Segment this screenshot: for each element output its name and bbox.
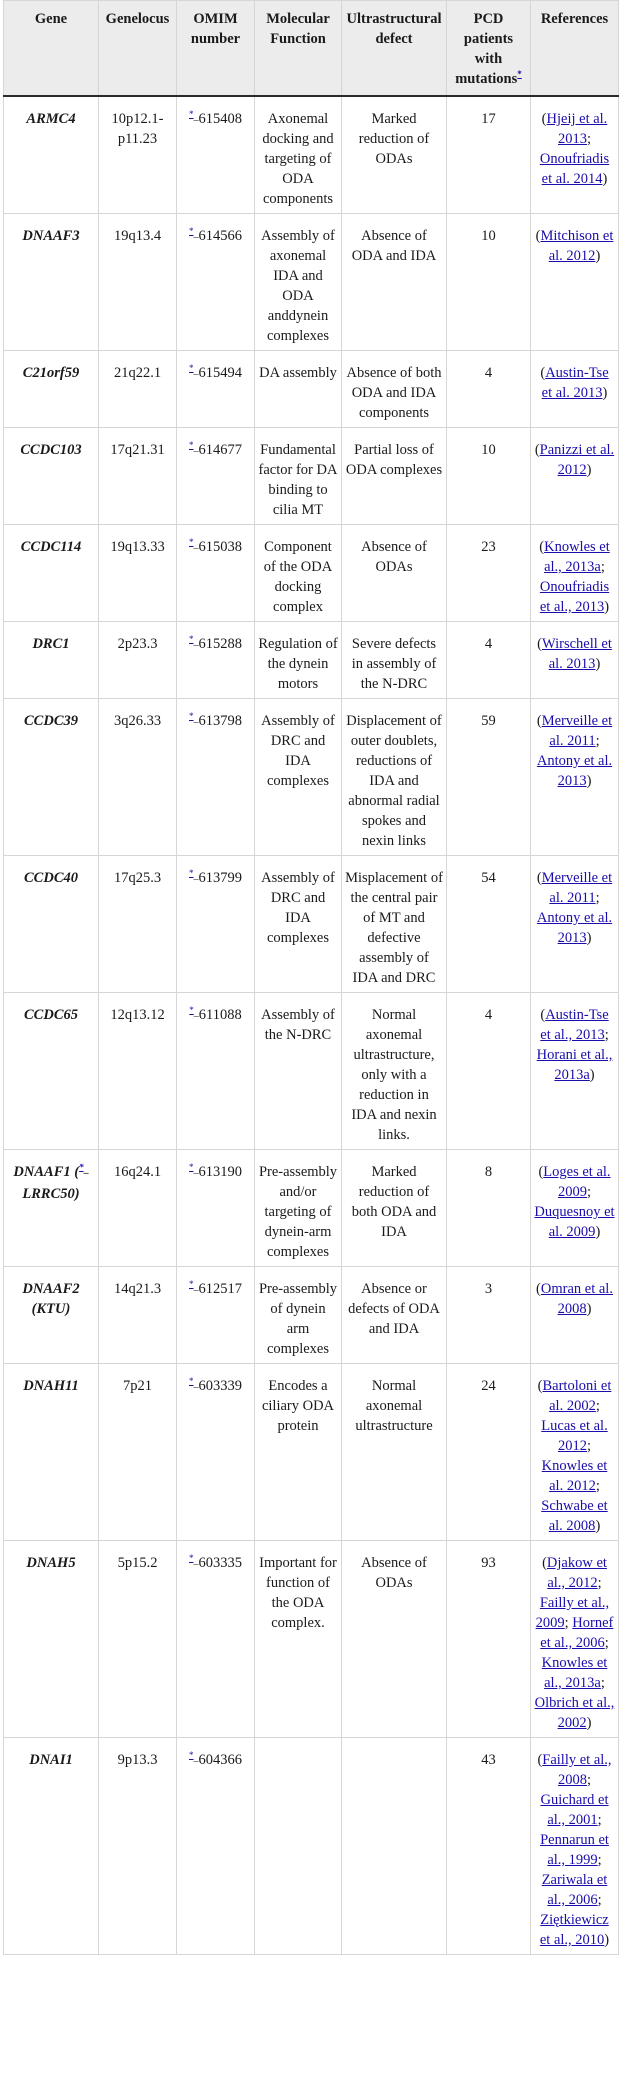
reference-link[interactable]: Knowles et al. 2012 xyxy=(541,1458,608,1494)
gene-alias: LRRC50 xyxy=(22,1186,75,1202)
omim-mark-link[interactable]: * xyxy=(189,537,194,548)
defect-cell: Severe defects in assembly of the N-DRC xyxy=(342,622,447,699)
gene-cell xyxy=(4,351,99,428)
references-cell: (Mitchison et al. 2012) xyxy=(531,214,619,351)
gene-symbol: DNAAF3 xyxy=(22,228,80,244)
gene-symbol: ARMC4 xyxy=(26,111,76,127)
gene-cell xyxy=(4,1738,99,1955)
omim-number: 615288 xyxy=(198,636,242,652)
defect-cell: Absence of ODAs xyxy=(342,1541,447,1738)
defect-cell: Marked reduction of ODAs xyxy=(342,96,447,214)
genelocus-cell: 21q22.1 xyxy=(99,351,177,428)
genelocus-cell: 12q13.12 xyxy=(99,993,177,1150)
patients-cell: 4 xyxy=(447,993,531,1150)
gene-symbol: C21orf59 xyxy=(22,365,80,381)
omim-mark-link[interactable]: * xyxy=(189,363,194,374)
references-cell: (Loges et al. 2009; Duquesnoy et al. 2009) xyxy=(531,1150,619,1267)
defect-cell: Normal axonemal ultrastructure, only with a reduction in IDA and nexin links. xyxy=(342,993,447,1150)
gene-symbol: DRC1 xyxy=(32,636,70,652)
function-cell: Pre-assembly and/or targeting of dynein-arm complexes xyxy=(255,1150,342,1267)
defect-cell: Absence of ODA and IDA xyxy=(342,214,447,351)
function-cell: Assembly of axonemal IDA and ODA anddynein complexes xyxy=(255,214,342,351)
table-row xyxy=(4,622,619,699)
genelocus-cell: 5p15.2 xyxy=(99,1541,177,1738)
function-cell: Axonemal docking and targeting of ODA components xyxy=(255,96,342,214)
gene-cell xyxy=(4,428,99,525)
omim-number: 613190 xyxy=(198,1164,242,1180)
reference-link[interactable]: Loges et al. 2009 xyxy=(543,1164,611,1200)
omim-cell xyxy=(177,1364,255,1541)
references-cell: (Austin-Tse et al., 2013; Horani et al., 2013a) xyxy=(531,993,619,1150)
genelocus-cell: 3q26.33 xyxy=(99,699,177,856)
genelocus-cell: 19q13.4 xyxy=(99,214,177,351)
omim-number: 612517 xyxy=(198,1281,242,1297)
function-cell: Fundamental factor for DA binding to cilia MT xyxy=(255,428,342,525)
gene-cell xyxy=(4,622,99,699)
defect-cell: Absence of both ODA and IDA components xyxy=(342,351,447,428)
patients-cell: 59 xyxy=(447,699,531,856)
omim-number: 604366 xyxy=(198,1752,242,1768)
reference-link[interactable]: Merveille et al. 2011 xyxy=(541,870,613,906)
omim-dash: – xyxy=(193,232,199,243)
reference-link[interactable]: Lucas et al. 2012 xyxy=(541,1418,608,1454)
genelocus-cell: 17q21.31 xyxy=(99,428,177,525)
gene-cell: DNAAF1 (*–LRRC50) xyxy=(4,1150,99,1267)
defect-cell xyxy=(342,1738,447,1955)
gene-symbol: CCDC39 xyxy=(24,713,78,729)
gene-cell: DNAAF2 (KTU) xyxy=(4,1267,99,1364)
omim-mark-link[interactable]: * xyxy=(189,634,194,645)
gene-cell xyxy=(4,1364,99,1541)
omim-number: 615408 xyxy=(198,111,242,127)
omim-dash: – xyxy=(193,1382,199,1393)
omim-dash: – xyxy=(193,874,199,885)
reference-link[interactable]: Pennarun et al., 1999 xyxy=(540,1832,609,1868)
omim-mark-link[interactable]: * xyxy=(189,440,194,451)
genelocus-cell: 2p23.3 xyxy=(99,622,177,699)
reference-link[interactable]: Olbrich et al., 2002 xyxy=(534,1695,615,1731)
gene-cell xyxy=(4,1541,99,1738)
patients-cell: 10 xyxy=(447,214,531,351)
patients-cell: 93 xyxy=(447,1541,531,1738)
table-row xyxy=(4,1150,619,1267)
table-row xyxy=(4,699,619,856)
defect-cell: Absence or defects of ODA and IDA xyxy=(342,1267,447,1364)
omim-number: 603339 xyxy=(198,1378,242,1394)
patients-cell: 3 xyxy=(447,1267,531,1364)
table-header xyxy=(4,1,619,97)
references-cell: (Merveille et al. 2011; Antony et al. 2013) xyxy=(531,699,619,856)
reference-link[interactable]: Knowles et al., 2013a xyxy=(541,1655,608,1691)
function-cell: Pre-assembly of dynein arm complexes xyxy=(255,1267,342,1364)
omim-cell xyxy=(177,1267,255,1364)
patients-cell: 54 xyxy=(447,856,531,993)
omim-cell xyxy=(177,214,255,351)
gene-symbol: CCDC65 xyxy=(24,1007,78,1023)
gene-alt-mark-link[interactable]: * xyxy=(79,1162,84,1173)
omim-cell xyxy=(177,1150,255,1267)
references-cell: (Knowles et al., 2013a; Onoufriadis et al., 2013) xyxy=(531,525,619,622)
function-cell: Assembly of the N-DRC xyxy=(255,993,342,1150)
omim-cell xyxy=(177,993,255,1150)
references-cell: (Merveille et al. 2011; Antony et al. 2013) xyxy=(531,856,619,993)
omim-cell xyxy=(177,351,255,428)
table-row xyxy=(4,1738,619,1955)
reference-link[interactable]: Austin-Tse et al. 2013 xyxy=(541,365,609,401)
reference-link[interactable]: Knowles et al., 2013a xyxy=(544,539,610,575)
references-cell: (Hjeij et al. 2013; Onoufriadis et al. 2014) xyxy=(531,96,619,214)
header-gene: Gene xyxy=(4,1,99,97)
omim-dash: – xyxy=(193,1168,199,1179)
omim-mark-link[interactable]: * xyxy=(189,1553,194,1564)
table-row xyxy=(4,214,619,351)
table-row xyxy=(4,1541,619,1738)
omim-cell xyxy=(177,525,255,622)
references-cell: (Failly et al., 2008; Guichard et al., 2001; Pennarun et al., 1999; Zariwala et al., 2006; Ziętkiewicz et al., 2010) xyxy=(531,1738,619,1955)
header-function: Molecular Function xyxy=(255,1,342,97)
genelocus-cell: 17q25.3 xyxy=(99,856,177,993)
gene-cell xyxy=(4,993,99,1150)
gene-cell xyxy=(4,699,99,856)
reference-link[interactable]: Hornef et al., 2006 xyxy=(540,1615,614,1651)
omim-number: 614566 xyxy=(198,228,242,244)
function-cell xyxy=(255,1738,342,1955)
table-row xyxy=(4,993,619,1150)
table-row xyxy=(4,525,619,622)
omim-cell xyxy=(177,856,255,993)
header-row xyxy=(4,1,619,97)
omim-mark-link[interactable]: * xyxy=(189,868,194,879)
genelocus-cell: 14q21.3 xyxy=(99,1267,177,1364)
header-genelocus: Genelocus xyxy=(99,1,177,97)
gene-cell xyxy=(4,856,99,993)
gene-cell xyxy=(4,96,99,214)
omim-number: 615038 xyxy=(198,539,242,555)
genelocus-cell: 19q13.33 xyxy=(99,525,177,622)
omim-number: 603335 xyxy=(198,1555,242,1571)
omim-dash: – xyxy=(193,1285,199,1296)
gene-alias: KTU xyxy=(36,1301,66,1317)
omim-cell xyxy=(177,622,255,699)
gene-cell xyxy=(4,525,99,622)
defect-cell: Absence of ODAs xyxy=(342,525,447,622)
function-cell: Assembly of DRC and IDA complexes xyxy=(255,699,342,856)
reference-link[interactable]: Horani et al., 2013a xyxy=(536,1047,613,1083)
table-body xyxy=(4,96,619,1955)
omim-dash: – xyxy=(193,717,199,728)
omim-number: 613798 xyxy=(198,713,242,729)
patients-cell: 24 xyxy=(447,1364,531,1541)
defect-cell: Misplacement of the central pair of MT and defective assembly of IDA and DRC xyxy=(342,856,447,993)
genelocus-cell: 10p12.1-p11.23 xyxy=(99,96,177,214)
table-row xyxy=(4,1364,619,1541)
omim-mark-link[interactable]: * xyxy=(189,1162,194,1173)
reference-link[interactable]: Onoufriadis et al., 2013 xyxy=(539,579,610,615)
reference-link[interactable]: Omran et al. 2008 xyxy=(540,1281,613,1317)
omim-number: 614677 xyxy=(198,442,242,458)
omim-dash: – xyxy=(193,1011,199,1022)
table-row xyxy=(4,96,619,214)
omim-cell xyxy=(177,1541,255,1738)
reference-link[interactable]: Ziętkiewicz et al., 2010 xyxy=(539,1912,609,1948)
reference-link[interactable]: Austin-Tse et al., 2013 xyxy=(540,1007,609,1043)
patients-cell: 8 xyxy=(447,1150,531,1267)
function-cell: Encodes a ciliary ODA protein xyxy=(255,1364,342,1541)
omim-cell xyxy=(177,1738,255,1955)
gene-symbol: CCDC40 xyxy=(24,870,78,886)
omim-number: 611088 xyxy=(198,1007,242,1023)
gene-symbol: DNAH5 xyxy=(26,1555,76,1571)
omim-number: 613799 xyxy=(198,870,242,886)
omim-mark-link[interactable]: * xyxy=(189,1750,194,1761)
omim-number: 615494 xyxy=(198,365,242,381)
omim-mark-link[interactable]: * xyxy=(189,1376,194,1387)
table-row xyxy=(4,856,619,993)
gene-symbol: DNAAF2 xyxy=(22,1281,80,1297)
gene-symbol: DNAI1 xyxy=(29,1752,73,1768)
omim-dash: – xyxy=(193,446,199,457)
reference-link[interactable]: Duquesnoy et al. 2009 xyxy=(534,1204,615,1240)
defect-cell: Normal axonemal ultrastructure xyxy=(342,1364,447,1541)
reference-link[interactable]: Hjeij et al. 2013 xyxy=(546,111,608,147)
function-cell: Component of the ODA docking complex xyxy=(255,525,342,622)
omim-dash: – xyxy=(193,1559,199,1570)
defect-cell: Marked reduction of both ODA and IDA xyxy=(342,1150,447,1267)
reference-link[interactable]: Panizzi et al. 2012 xyxy=(539,442,615,478)
genelocus-cell: 7p21 xyxy=(99,1364,177,1541)
header-patients xyxy=(447,1,531,97)
omim-cell xyxy=(177,96,255,214)
reference-link[interactable]: Failly et al., 2008 xyxy=(542,1752,612,1788)
header-defect: Ultrastructural defect xyxy=(342,1,447,97)
footnote-link[interactable]: * xyxy=(517,69,522,80)
reference-link[interactable]: Schwabe et al. 2008 xyxy=(541,1498,608,1534)
references-cell: (Panizzi et al. 2012) xyxy=(531,428,619,525)
reference-link[interactable]: Djakow et al., 2012 xyxy=(546,1555,607,1591)
gene-symbol: CCDC103 xyxy=(20,442,82,458)
function-cell: Regulation of the dynein motors xyxy=(255,622,342,699)
omim-cell xyxy=(177,699,255,856)
table-row xyxy=(4,428,619,525)
table-row xyxy=(4,351,619,428)
gene-cell xyxy=(4,214,99,351)
omim-mark-link[interactable]: * xyxy=(189,226,194,237)
omim-mark-link[interactable]: * xyxy=(189,109,194,120)
function-cell: Important for function of the ODA complex. xyxy=(255,1541,342,1738)
omim-dash: – xyxy=(193,640,199,651)
patients-cell: 17 xyxy=(447,96,531,214)
omim-dash: – xyxy=(193,1756,199,1767)
header-references: References xyxy=(531,1,619,97)
function-cell: DA assembly xyxy=(255,351,342,428)
omim-cell xyxy=(177,428,255,525)
gene-symbol: DNAH11 xyxy=(23,1378,79,1394)
reference-link[interactable]: Onoufriadis et al. 2014 xyxy=(539,151,610,187)
omim-dash: – xyxy=(193,115,199,126)
function-cell: Assembly of DRC and IDA complexes xyxy=(255,856,342,993)
patients-cell: 23 xyxy=(447,525,531,622)
reference-link[interactable]: Zariwala et al., 2006 xyxy=(541,1872,608,1908)
genelocus-cell: 9p13.3 xyxy=(99,1738,177,1955)
reference-link[interactable]: Merveille et al. 2011 xyxy=(541,713,613,749)
table-row xyxy=(4,1267,619,1364)
references-cell: (Djakow et al., 2012; Failly et al., 2009; Hornef et al., 2006; Knowles et al., 2013a; Olbrich et al., 2002) xyxy=(531,1541,619,1738)
omim-mark-link[interactable]: * xyxy=(189,1279,194,1290)
omim-dash: – xyxy=(193,369,199,380)
gene-table xyxy=(3,0,619,1955)
reference-link[interactable]: Mitchison et al. 2012 xyxy=(540,228,614,264)
patients-cell: 10 xyxy=(447,428,531,525)
patients-cell: 4 xyxy=(447,622,531,699)
genelocus-cell: 16q24.1 xyxy=(99,1150,177,1267)
header-omim: OMIM number xyxy=(177,1,255,97)
reference-link[interactable]: Wirschell et al. 2013 xyxy=(541,636,612,672)
reference-link[interactable]: Antony et al. 2013 xyxy=(536,910,613,946)
omim-mark-link[interactable]: * xyxy=(189,711,194,722)
omim-dash: – xyxy=(193,543,199,554)
gene-symbol: CCDC114 xyxy=(20,539,82,555)
references-cell: (Bartoloni et al. 2002; Lucas et al. 2012; Knowles et al. 2012; Schwabe et al. 2008) xyxy=(531,1364,619,1541)
defect-cell: Partial loss of ODA complexes xyxy=(342,428,447,525)
reference-link[interactable]: Guichard et al., 2001 xyxy=(540,1792,609,1828)
patients-cell: 43 xyxy=(447,1738,531,1955)
reference-link[interactable]: Bartoloni et al. 2002 xyxy=(542,1378,612,1414)
header-patients-label: PCD patients with mutations xyxy=(455,11,518,87)
reference-link[interactable]: Antony et al. 2013 xyxy=(536,753,613,789)
defect-cell: Displacement of outer doublets, reductions of IDA and abnormal radial spokes and nexin links xyxy=(342,699,447,856)
gene-alt-dash: – xyxy=(83,1168,89,1179)
reference-link[interactable]: Failly et al., 2009 xyxy=(535,1595,610,1631)
references-cell: (Wirschell et al. 2013) xyxy=(531,622,619,699)
patients-cell: 4 xyxy=(447,351,531,428)
omim-mark-link[interactable]: * xyxy=(189,1005,194,1016)
gene-symbol: DNAAF1 xyxy=(13,1164,71,1180)
references-cell: (Omran et al. 2008) xyxy=(531,1267,619,1364)
references-cell: (Austin-Tse et al. 2013) xyxy=(531,351,619,428)
